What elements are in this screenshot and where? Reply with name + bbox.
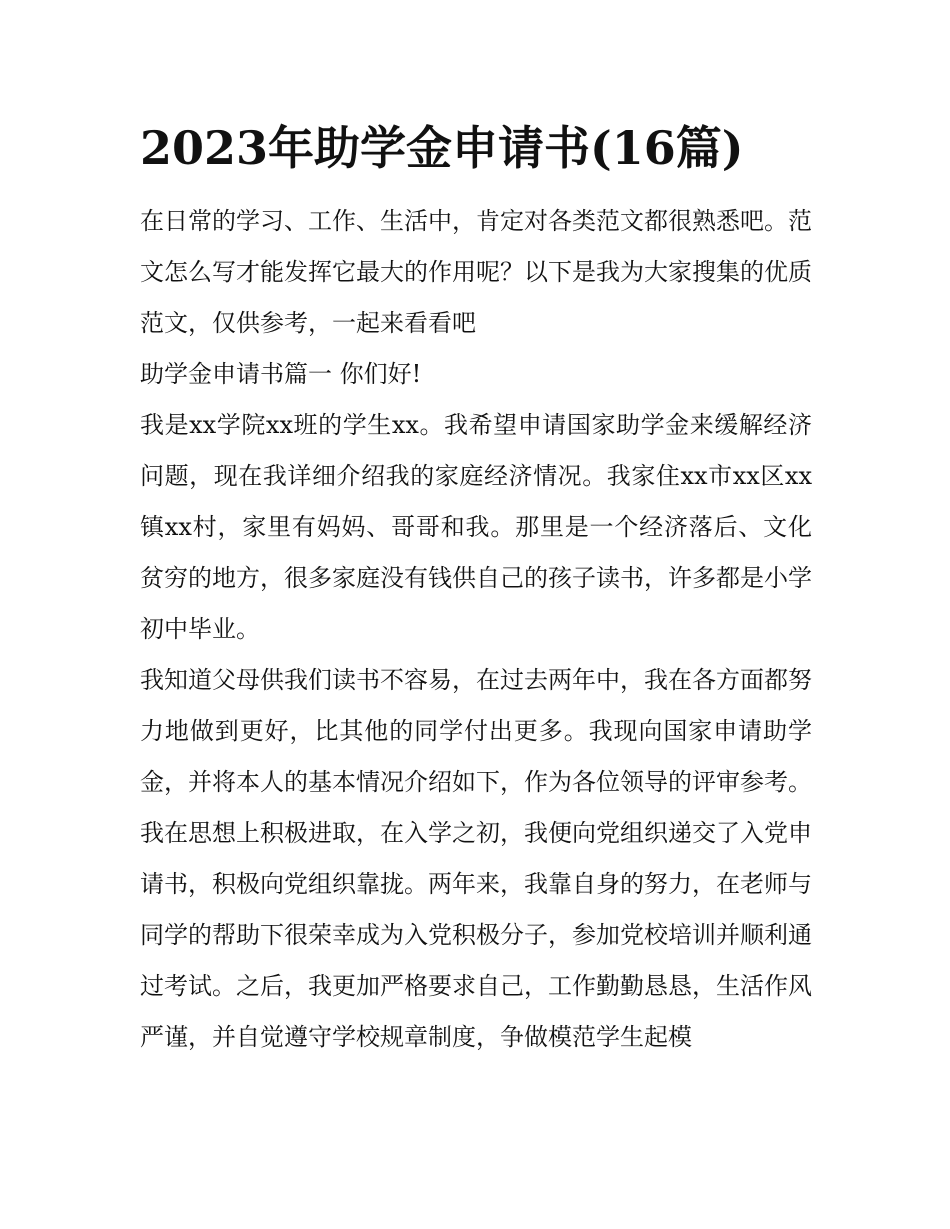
document-body — [140, 196, 812, 1063]
paragraph-ideology: 我在思想上积极进取，在入学之初，我便向党组织递交了入党申请书，积极向党组织靠拢。两年来，我靠自身的努力，在老师与同学的帮助下很荣幸成为入党积极分子，参加党校培训并顺利通过考试。之后，我更加严格要求自己，工作勤勤恳恳，生活作风严谨，并自觉遵守学校规章制度，争做模范学生起模 — [140, 819, 812, 1051]
paragraph-family-situation: 我是xx学院xx班的学生xx。我希望申请国家助学金来缓解经济问题，现在我详细介绍我的家庭经济情况。我家住xx市xx区xx镇xx村，家里有妈妈、哥哥和我。那里是一个经济落后、文化贫穷的地方，很多家庭没有钱供自己的孩子读书，许多都是小学初中毕业。 — [140, 411, 812, 643]
paragraph-greeting: 助学金申请书篇一 你们好! — [140, 360, 422, 388]
paragraph-intro: 在日常的学习、工作、生活中，肯定对各类范文都很熟悉吧。范文怎么写才能发挥它最大的作用呢？以下是我为大家搜集的优质范文，仅供参考，一起来看看吧 — [140, 207, 812, 337]
document-title: 2023年助学金申请书(16篇) — [140, 121, 744, 175]
paragraph-application: 我知道父母供我们读书不容易，在过去两年中，我在各方面都努力地做到更好，比其他的同学付出更多。我现向国家申请助学金，并将本人的基本情况介绍如下，作为各位领导的评审参考。 — [140, 666, 812, 796]
